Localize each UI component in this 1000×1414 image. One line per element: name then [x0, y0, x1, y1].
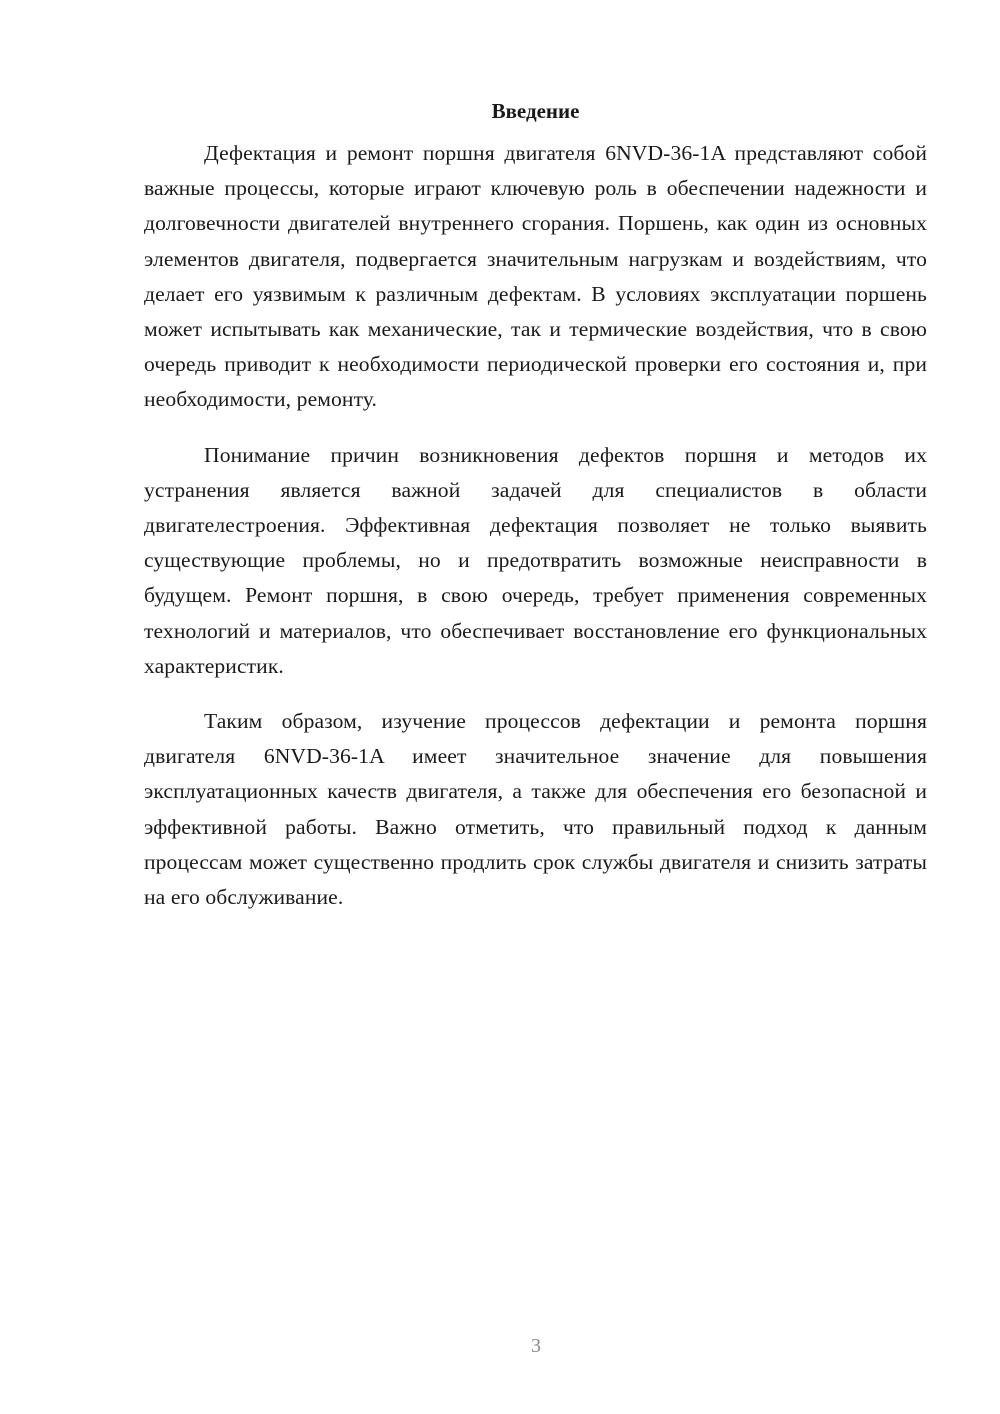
section-heading: Введение [491, 99, 580, 123]
page-number: 3 [531, 1335, 541, 1357]
paragraph-3: Таким образом, изучение процессов дефектации и ремонта поршня двигателя 6NVD-36-1A имеет значительное значение для повышения эксплуатационных качеств двигателя, а также для обеспечения его безопасной и эффективной работы. Важно отметить, что правильный подход к данным процессам может существенно продлить срок службы двигателя и снизить затраты на его обслуживание. [144, 709, 927, 910]
paragraph-1: Дефектация и ремонт поршня двигателя 6NVD-36-1A представляют собой важные процессы, которые играют ключевую роль в обеспечении надежности и долговечности двигателей внутреннего сгорания. Поршень, как один из основных элементов двигателя, подвергается значительным нагрузкам и воздействиям, что делает его уязвимым к различным дефектам. В условиях эксплуатации поршень может испытывать как механические, так и термические воздействия, что в свою очередь приводит к необходимости периодической проверки его состояния и, при необходимости, ремонту. [144, 141, 927, 412]
paragraph-2: Понимание причин возникновения дефектов поршня и методов их устранения является важной задачей для специалистов в области двигателестроения. Эффективная дефектация позволяет не только выявить существующие проблемы, но и предотвратить возможные неисправности в будущем. Ремонт поршня, в свою очередь, требует применения современных технологий и материалов, что обеспечивает восстановление его функциональных характеристик. [144, 442, 927, 678]
page-content [144, 96, 927, 915]
